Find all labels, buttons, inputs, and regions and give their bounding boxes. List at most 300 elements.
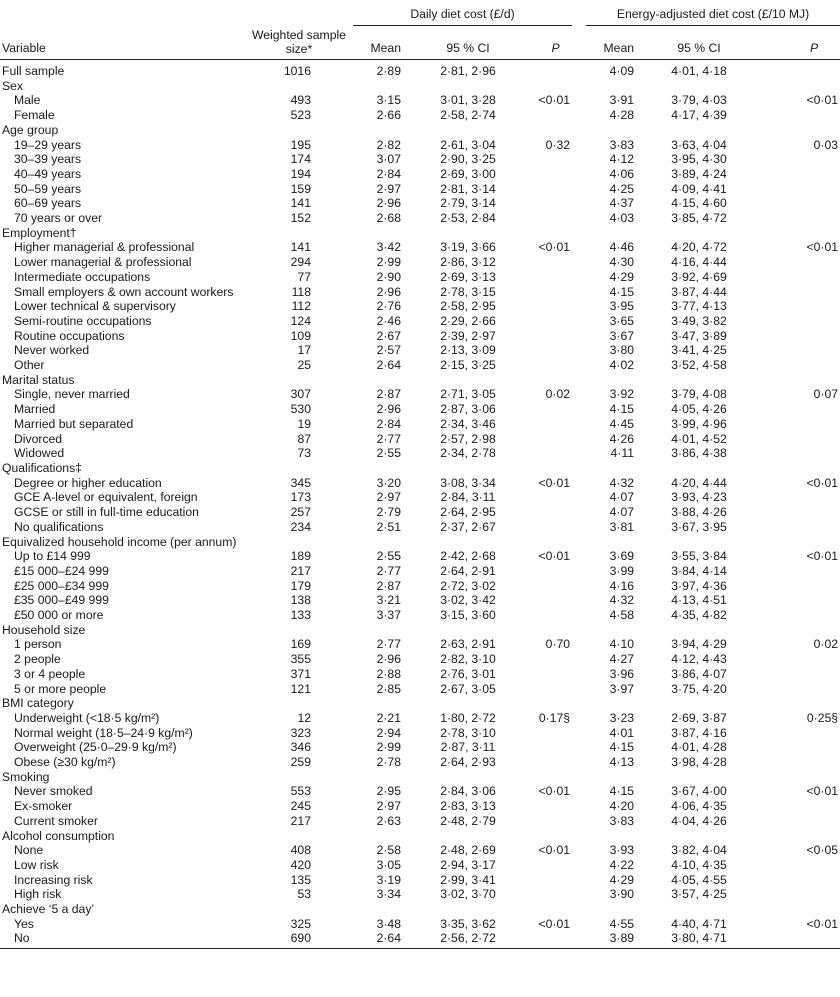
row-label: Degree or higher education [14, 475, 162, 490]
table-row [0, 182, 840, 197]
row-label: Never worked [14, 343, 90, 358]
row-label: £25 000–£34 999 [14, 578, 109, 593]
daily-p [515, 564, 572, 579]
row-label: 1 person [14, 637, 62, 652]
daily-mean: 2·77 [376, 431, 401, 446]
table-row [0, 843, 840, 858]
weighted-n: 121 [290, 681, 311, 696]
energy-mean: 3·83 [609, 137, 635, 152]
weighted-n: 234 [290, 519, 311, 534]
row-label: 30–39 years [14, 152, 82, 167]
energy-p [748, 167, 840, 182]
weighted-n: 174 [290, 152, 311, 167]
energy-mean: 4·09 [609, 64, 635, 78]
energy-ci: 3·55, 3·84 [671, 549, 727, 564]
energy-mean: 4·06 [609, 166, 635, 181]
energy-mean: 3·91 [609, 93, 635, 108]
daily-mean: 3·20 [376, 475, 401, 490]
daily-ci: 2·37, 2·67 [440, 519, 496, 534]
weighted-n: 345 [290, 475, 311, 490]
energy-mean: 4·55 [609, 916, 635, 931]
section-header-row [0, 123, 840, 138]
energy-ci: 4·01, 4·52 [671, 431, 727, 446]
row-label: Obese (≥30 kg/m²) [14, 755, 116, 770]
row-label: £50 000 or more [14, 608, 104, 623]
section-header-row [0, 829, 840, 844]
daily-p: <0·01 [538, 784, 571, 799]
energy-ci: 3·47, 3·89 [671, 328, 727, 343]
energy-p [748, 343, 840, 358]
row-label: Married but separated [14, 416, 134, 431]
daily-p [515, 196, 572, 211]
weighted-n: 323 [290, 725, 311, 740]
row-label: Normal weight (18·5–24·9 kg/m²) [14, 725, 193, 740]
daily-p: 0·17§ [538, 710, 571, 725]
energy-p [748, 314, 840, 329]
daily-ci: 2·83, 3·13 [440, 799, 496, 814]
header-ci-energy: 95 % CI [644, 26, 748, 60]
table-row [0, 240, 840, 255]
weighted-n: 307 [290, 387, 311, 402]
daily-p [515, 270, 572, 285]
daily-mean: 2·79 [376, 505, 401, 520]
energy-p [748, 196, 840, 211]
energy-p: 0·07 [813, 387, 839, 402]
header-p-energy: P [748, 26, 840, 60]
daily-p [515, 446, 572, 461]
daily-ci: 2·69, 3·13 [440, 269, 496, 284]
daily-ci: 2·86, 3·12 [440, 255, 496, 270]
table-row [0, 329, 840, 344]
daily-p: <0·01 [538, 549, 571, 564]
energy-ci: 4·05, 4·26 [671, 402, 727, 417]
daily-p [515, 255, 572, 270]
row-label: Full sample [2, 64, 65, 78]
daily-ci: 2·58, 2·95 [440, 299, 496, 314]
row-label: Semi-routine occupations [14, 313, 152, 328]
daily-ci: 2·15, 3·25 [440, 358, 496, 373]
energy-mean: 3·65 [609, 313, 635, 328]
daily-p: 0·02 [545, 387, 571, 402]
energy-mean: 4·22 [609, 857, 635, 872]
energy-ci: 4·04, 4·26 [671, 813, 727, 828]
row-label: Yes [14, 916, 34, 931]
energy-p [748, 490, 840, 505]
energy-ci: 4·10, 4·35 [671, 857, 727, 872]
daily-mean: 2·76 [376, 299, 401, 314]
table-row [0, 637, 840, 652]
energy-mean: 4·46 [609, 240, 635, 255]
energy-mean: 3·81 [609, 519, 635, 534]
table-row [0, 799, 840, 814]
energy-p [748, 564, 840, 579]
table-row [0, 476, 840, 491]
energy-mean: 4·10 [609, 637, 635, 652]
energy-mean: 4·58 [609, 608, 635, 623]
daily-ci: 2·56, 2·72 [411, 931, 515, 948]
energy-mean: 4·20 [609, 799, 635, 814]
energy-mean: 4·30 [609, 255, 635, 270]
daily-p [515, 211, 572, 226]
daily-ci: 2·64, 2·93 [440, 755, 496, 770]
energy-mean: 4·12 [609, 152, 635, 167]
weighted-n: 133 [290, 608, 311, 623]
energy-ci: 3·94, 4·29 [671, 637, 727, 652]
daily-p [515, 579, 572, 594]
energy-ci: 4·12, 4·43 [671, 652, 727, 667]
daily-mean: 3·42 [376, 240, 401, 255]
table-row [0, 873, 840, 888]
energy-mean: 4·45 [609, 416, 635, 431]
section-header-row [0, 535, 840, 550]
daily-mean: 3·05 [376, 857, 401, 872]
energy-ci: 3·67, 4·00 [671, 784, 727, 799]
weighted-n: 25 [297, 358, 311, 373]
row-label: Female [14, 108, 55, 123]
daily-ci: 2·64, 2·95 [440, 505, 496, 520]
header-energy-adjusted-cost: Energy-adjusted diet cost (£/10 MJ) [586, 0, 840, 26]
weighted-n: 325 [290, 916, 311, 931]
daily-mean: 2·96 [376, 652, 401, 667]
energy-p [748, 255, 840, 270]
energy-p [748, 211, 840, 226]
weighted-n: 217 [290, 813, 311, 828]
weighted-n: 1016 [283, 64, 311, 78]
energy-mean: 3·69 [609, 549, 635, 564]
section-title: Age group [2, 122, 59, 137]
daily-ci: 2·81, 2·96 [440, 64, 496, 78]
daily-p [515, 873, 572, 888]
weighted-n: 690 [245, 931, 353, 948]
header-mean-energy: Mean [586, 26, 644, 60]
energy-ci: 3·77, 4·13 [671, 299, 727, 314]
table-row [0, 755, 840, 770]
daily-mean: 2·89 [376, 64, 401, 78]
table-body [0, 60, 840, 949]
energy-ci: 3·85, 4·72 [671, 211, 727, 226]
daily-mean: 2·77 [376, 563, 401, 578]
weighted-n: 173 [290, 490, 311, 505]
weighted-n: 19 [297, 416, 311, 431]
daily-mean: 2·66 [376, 108, 401, 123]
table-row [0, 814, 840, 829]
daily-ci: 2·90, 3·25 [440, 152, 496, 167]
weighted-n: 259 [290, 755, 311, 770]
energy-p: 0·02 [813, 637, 839, 652]
row-label: No qualifications [14, 519, 104, 534]
daily-ci: 2·61, 3·04 [440, 137, 496, 152]
table-row [0, 93, 840, 108]
table-row [0, 549, 840, 564]
weighted-n: 217 [290, 563, 311, 578]
energy-ci: 3·79, 4·03 [671, 93, 727, 108]
energy-p [748, 873, 840, 888]
daily-mean: 2·82 [376, 137, 401, 152]
row-label: Routine occupations [14, 328, 125, 343]
daily-mean: 2·96 [376, 402, 401, 417]
section-title: Smoking [2, 769, 50, 784]
row-label: 2 people [14, 652, 61, 667]
energy-mean: 3·99 [609, 563, 635, 578]
energy-mean: 4·37 [609, 196, 635, 211]
energy-ci: 3·82, 4·04 [671, 843, 727, 858]
energy-mean: 4·32 [609, 475, 635, 490]
energy-mean: 4·01 [609, 725, 635, 740]
weighted-n: 53 [297, 887, 311, 902]
energy-mean: 4·29 [609, 269, 635, 284]
table-row [0, 314, 840, 329]
energy-mean: 4·15 [609, 784, 635, 799]
energy-p [748, 726, 840, 741]
daily-mean: 2·87 [376, 387, 401, 402]
table-row [0, 211, 840, 226]
daily-mean: 2·84 [376, 166, 401, 181]
energy-p [748, 329, 840, 344]
energy-p [748, 887, 840, 902]
daily-mean: 2·46 [376, 313, 401, 328]
header-daily-diet-cost: Daily diet cost (£/d) [353, 0, 572, 26]
energy-ci: 3·57, 4·25 [671, 887, 727, 902]
energy-p [748, 182, 840, 197]
row-label: Lower managerial & professional [14, 255, 192, 270]
daily-mean: 3·21 [376, 593, 401, 608]
daily-mean: 2·64 [376, 358, 401, 373]
header-mean-daily: Mean [353, 26, 411, 60]
energy-ci: 3·88, 4·26 [671, 505, 727, 520]
energy-p: <0·01 [806, 240, 839, 255]
energy-mean: 3·97 [609, 681, 635, 696]
daily-mean: 2·87 [376, 578, 401, 593]
daily-p [515, 182, 572, 197]
daily-p: <0·01 [538, 916, 571, 931]
daily-p [515, 755, 572, 770]
daily-p [515, 682, 572, 697]
weighted-n: 189 [290, 549, 311, 564]
energy-p [748, 402, 840, 417]
row-label: 5 or more people [14, 681, 107, 696]
energy-p [748, 931, 840, 948]
daily-mean: 2·99 [376, 255, 401, 270]
daily-p [515, 814, 572, 829]
row-label: Up to £14 999 [14, 549, 91, 564]
weighted-n: 73 [297, 446, 311, 461]
daily-p [515, 417, 572, 432]
energy-ci: 4·17, 4·39 [671, 108, 727, 123]
weighted-n: 12 [297, 710, 311, 725]
daily-p [515, 329, 572, 344]
section-title: Achieve ‘5 a day’ [2, 902, 95, 917]
weighted-n: 355 [290, 652, 311, 667]
energy-ci: 3·86, 4·38 [671, 446, 727, 461]
table-row [0, 387, 840, 402]
daily-mean: 2·51 [376, 519, 401, 534]
energy-p [748, 60, 840, 79]
row-label: Intermediate occupations [14, 269, 151, 284]
table-row [0, 858, 840, 873]
daily-mean: 2·95 [376, 784, 401, 799]
energy-mean: 3·96 [609, 666, 635, 681]
section-title: Marital status [2, 372, 75, 387]
energy-p [748, 358, 840, 373]
energy-p [748, 755, 840, 770]
daily-ci: 2·87, 3·11 [440, 740, 496, 755]
section-header-row [0, 461, 840, 476]
energy-p [748, 152, 840, 167]
section-header-row [0, 623, 840, 638]
daily-p [515, 432, 572, 447]
row-label: GCE A-level or equivalent, foreign [14, 490, 198, 505]
table-row [0, 667, 840, 682]
header-weighted-sample-size: Weighted sample size* [245, 0, 353, 60]
daily-mean: 2·90 [376, 269, 401, 284]
row-label: 19–29 years [14, 137, 82, 152]
row-label: Divorced [14, 431, 63, 446]
row-label: No [0, 931, 245, 948]
row-label: Overweight (25·0–29·9 kg/m²) [14, 740, 177, 755]
energy-p [748, 446, 840, 461]
daily-mean: 3·34 [376, 887, 401, 902]
energy-p: <0·01 [806, 784, 839, 799]
section-header-row [0, 79, 840, 94]
daily-ci: 3·08, 3·34 [440, 475, 496, 490]
daily-ci: 2·48, 2·69 [440, 843, 496, 858]
weighted-n: 245 [290, 799, 311, 814]
daily-ci: 2·87, 3·06 [440, 402, 496, 417]
table-row [0, 711, 840, 726]
daily-mean: 2·21 [376, 710, 401, 725]
header-variable: Variable [0, 0, 245, 60]
daily-mean: 2·58 [376, 843, 401, 858]
section-header-row [0, 696, 840, 711]
daily-mean: 2·55 [376, 549, 401, 564]
energy-mean: 4·28 [609, 108, 635, 123]
section-header-row [0, 902, 840, 917]
section-title: BMI category [2, 696, 74, 711]
table-row [0, 887, 840, 902]
weighted-n: 17 [297, 343, 311, 358]
row-label: 70 years or over [14, 211, 103, 226]
daily-ci: 2·39, 2·97 [440, 328, 496, 343]
energy-ci: 3·98, 4·28 [671, 755, 727, 770]
energy-p [748, 740, 840, 755]
table-row [0, 285, 840, 300]
daily-p [515, 167, 572, 182]
daily-mean: 2·88 [376, 666, 401, 681]
weighted-n: 179 [290, 578, 311, 593]
daily-ci: 3·01, 3·28 [440, 93, 496, 108]
row-label: Never smoked [14, 784, 93, 799]
daily-p [515, 726, 572, 741]
weighted-n: 493 [290, 93, 311, 108]
daily-p [515, 931, 572, 948]
table-row [0, 167, 840, 182]
energy-ci: 4·20, 4·44 [671, 475, 727, 490]
daily-ci: 2·34, 2·78 [440, 446, 496, 461]
daily-mean: 2·97 [376, 181, 401, 196]
row-label: Underweight (<18·5 kg/m²) [14, 710, 160, 725]
energy-p [748, 652, 840, 667]
daily-mean: 2·84 [376, 416, 401, 431]
energy-ci: 4·15, 4·60 [671, 196, 727, 211]
daily-mean: 2·96 [376, 284, 401, 299]
table-row [0, 255, 840, 270]
daily-mean: 2·68 [376, 211, 401, 226]
energy-mean: 4·11 [610, 446, 635, 461]
energy-ci: 3·86, 4·07 [671, 666, 727, 681]
daily-p: <0·01 [538, 475, 571, 490]
daily-ci: 3·15, 3·60 [440, 608, 496, 623]
table-row [0, 417, 840, 432]
weighted-n: 294 [290, 255, 311, 270]
energy-mean: 3·95 [609, 299, 635, 314]
table-row [0, 520, 840, 535]
row-label: 50–59 years [14, 181, 82, 196]
energy-ci: 3·92, 4·69 [671, 269, 727, 284]
energy-ci: 4·16, 4·44 [671, 255, 727, 270]
daily-ci: 3·02, 3·42 [440, 593, 496, 608]
weighted-n: 152 [290, 211, 311, 226]
weighted-n: 87 [297, 431, 311, 446]
energy-mean: 4·15 [609, 284, 635, 299]
table-row [0, 432, 840, 447]
table-row [0, 60, 840, 79]
energy-mean: 4·26 [609, 431, 635, 446]
energy-ci: 4·20, 4·72 [671, 240, 727, 255]
row-label: GCSE or still in full-time education [14, 505, 199, 520]
energy-p [748, 593, 840, 608]
daily-mean: 2·94 [376, 725, 401, 740]
daily-ci: 2·94, 3·17 [440, 857, 496, 872]
daily-p [515, 108, 572, 123]
daily-ci: 2·48, 2·79 [440, 813, 496, 828]
daily-ci: 2·76, 3·01 [440, 666, 496, 681]
section-title: Employment† [2, 225, 77, 240]
table-row [0, 108, 840, 123]
energy-mean: 3·23 [609, 710, 635, 725]
weighted-n: 109 [290, 328, 311, 343]
daily-mean: 2·97 [376, 490, 401, 505]
table-row [0, 564, 840, 579]
energy-mean: 3·89 [586, 931, 644, 948]
daily-p: 0·32 [545, 137, 571, 152]
energy-mean: 3·80 [609, 343, 635, 358]
energy-mean: 4·07 [609, 490, 635, 505]
energy-ci: 4·40, 4·71 [671, 916, 727, 931]
energy-p [748, 299, 840, 314]
weighted-n: 420 [290, 857, 311, 872]
daily-ci: 3·02, 3·70 [440, 887, 496, 902]
table-row [0, 740, 840, 755]
daily-p: <0·01 [538, 93, 571, 108]
daily-mean: 3·37 [376, 608, 401, 623]
daily-ci: 2·29, 2·66 [440, 313, 496, 328]
energy-ci: 3·67, 3·95 [671, 519, 727, 534]
table-row [0, 490, 840, 505]
row-label: £15 000–£24 999 [14, 563, 109, 578]
energy-ci: 3·87, 4·44 [671, 284, 727, 299]
daily-p [515, 887, 572, 902]
weighted-n: 523 [290, 108, 311, 123]
table-row [0, 682, 840, 697]
weighted-n: 159 [290, 181, 311, 196]
table-row [0, 138, 840, 153]
energy-ci: 3·99, 4·96 [671, 416, 727, 431]
section-title: Household size [2, 622, 86, 637]
daily-p [515, 505, 572, 520]
section-header-row [0, 226, 840, 241]
energy-ci: 3·89, 4·24 [671, 166, 727, 181]
daily-mean: 2·64 [353, 931, 411, 948]
